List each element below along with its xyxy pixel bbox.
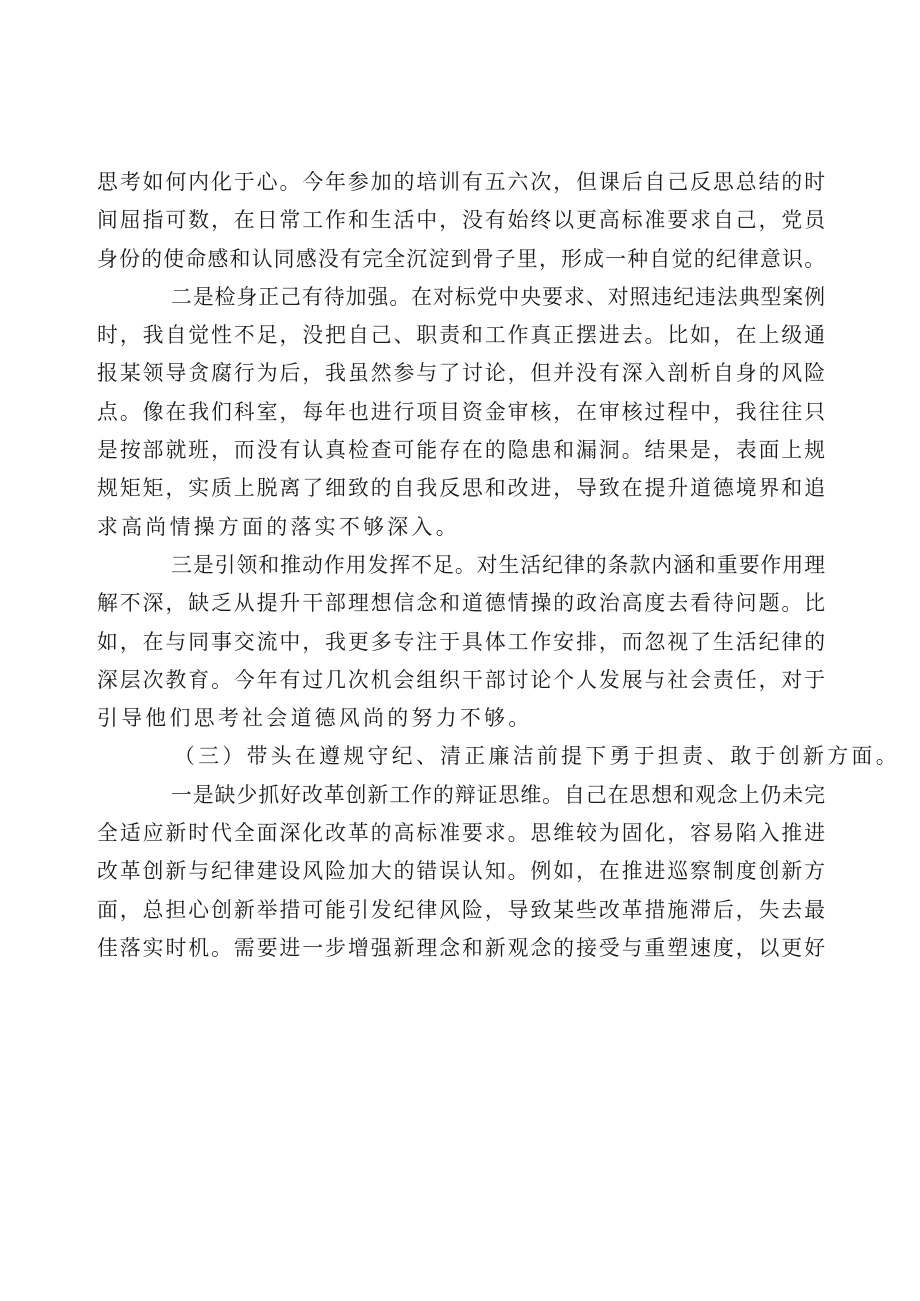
text-line: 佳落实时机。需要进一步增强新理念和新观念的接受与重塑速度，以更好 [97,935,825,960]
text-line: 深层次教育。今年有过几次机会组织干部讨论个人发展与社会责任，对于 [97,667,825,692]
paragraph-start-line: 二是检身正己有待加强。在对标党中央要求、对照违纪违法典型案例 [171,284,825,309]
paragraph-end-line: 引导他们思考社会道德风尚的努力不够。 [97,706,533,731]
text-line: 报某领导贪腐行为后，我虽然参与了讨论，但并没有深入剖析自身的风险 [97,361,825,386]
paragraph-end-line: 求高尚情操方面的落实不够深入。 [97,514,460,539]
text-line: 身份的使命感和认同感没有完全沉淀到骨子里，形成一种自觉的纪律意识。 [97,246,825,271]
text-line: 如，在与同事交流中，我更多专注于具体工作安排，而忽视了生活纪律的 [97,629,825,654]
text-line: 面，总担心创新举措可能引发纪律风险，导致某些改革措施滞后，失去最 [97,897,825,922]
text-line: 间屈指可数，在日常工作和生活中，没有始终以更高标准要求自己，党员 [97,208,825,233]
text-line: 点。像在我们科室，每年也进行项目资金审核，在审核过程中，我往往只 [97,399,825,424]
text-line: 规矩矩，实质上脱离了细致的自我反思和改进，导致在提升道德境界和追 [97,476,825,501]
text-line: 解不深，缺乏从提升干部理想信念和道德情操的政治高度去看待问题。比 [97,591,825,616]
text-line: 思考如何内化于心。今年参加的培训有五六次，但课后自己反思总结的时 [97,170,825,194]
section-heading: （三）带头在遵规守纪、清正廉洁前提下勇于担责、敢于创新方面。 [174,744,900,769]
paragraph-start-line: 三是引领和推动作用发挥不足。对生活纪律的条款内涵和重要作用理 [171,552,825,577]
text-line: 全适应新时代全面深化改革的高标准要求。思维较为固化，容易陷入推进 [97,821,825,846]
paragraph-start-line: 一是缺少抓好改革创新工作的辩证思维。自己在思想和观念上仍未完 [171,782,825,807]
text-line: 时，我自觉性不足，没把自己、职责和工作真正摆进去。比如，在上级通 [97,323,825,348]
text-line: 是按部就班，而没有认真检查可能存在的隐患和漏洞。结果是，表面上规 [97,438,825,463]
text-line: 改革创新与纪律建设风险加大的错误认知。例如，在推进巡察制度创新方 [97,859,825,884]
body-text [97,163,900,967]
